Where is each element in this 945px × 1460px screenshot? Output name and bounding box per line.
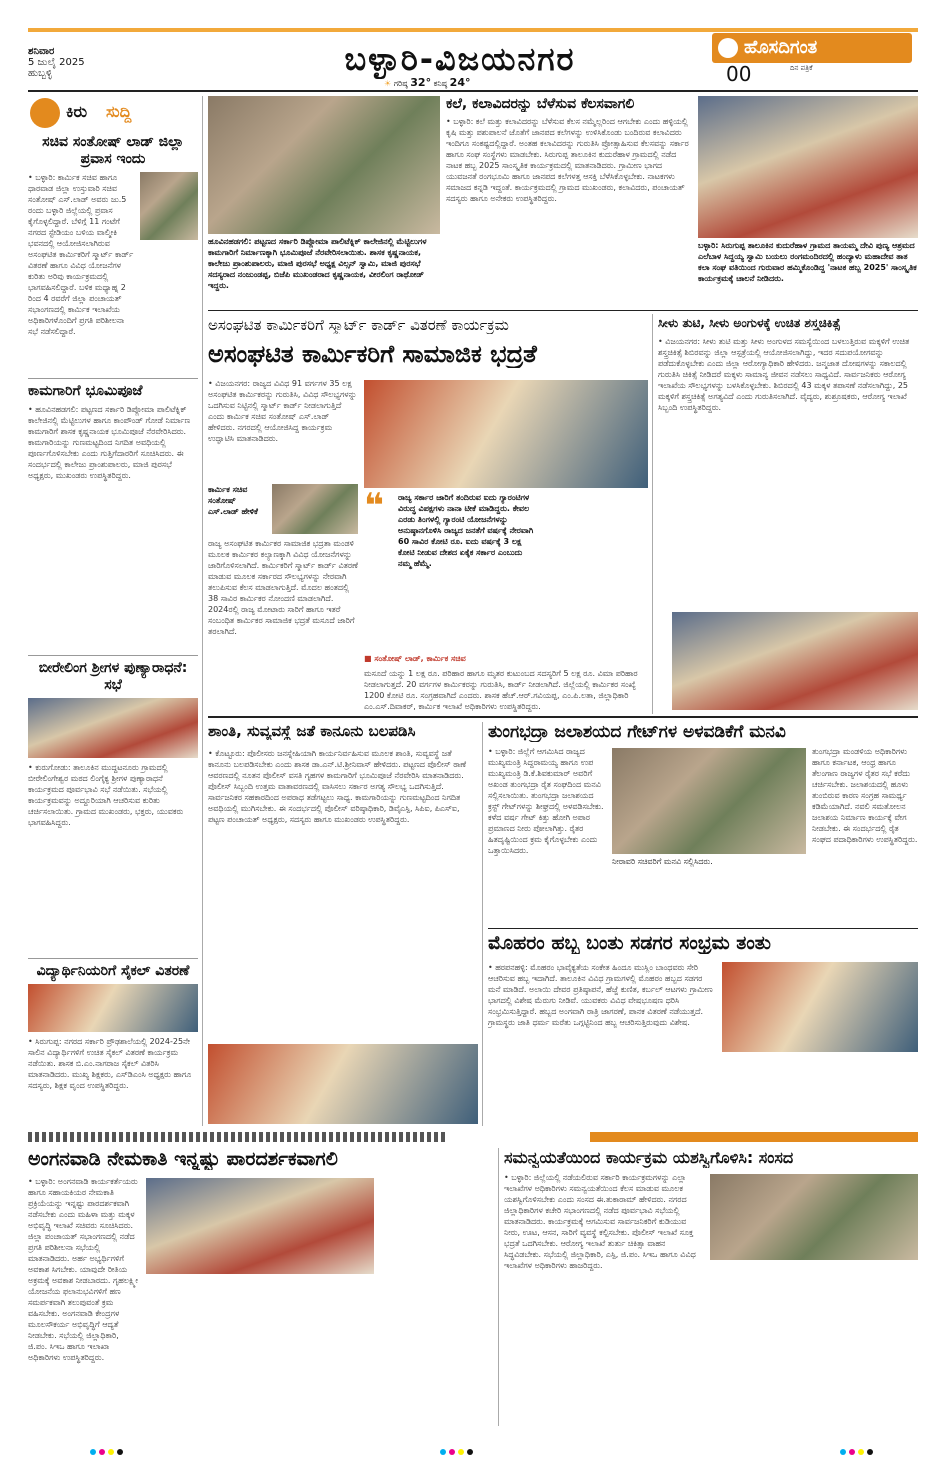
hand-icon — [30, 98, 60, 128]
lead-body-b: ರಾಜ್ಯ ಅಸಂಘಟಿತ ಕಾರ್ಮಿಕರ ಸಾಮಾಜಿಕ ಭದ್ರತಾ ಮಂಡಳಿ ಮೂಲಕ ಕಾರ್ಮಿಕರ ಕಲ್ಯಾಣಕ್ಕಾಗಿ ವಿವಿಧ ಯೋಜನೆಗಳನ್ನು ಜಾರಿಗೊಳಿಸಲಾಗಿದೆ. ಕಾರ್ಮಿಕರಿಗೆ ಸ್ಮಾರ್ಟ್ ಕಾರ್ಡ್ ವಿತರಣೆ ಮಾಡುವ ಮೂಲಕ ಸರ್ಕಾರದ ಸೌಲಭ್ಯಗಳನ್ನು ನೇರವಾಗಿ ತಲುಪಿಸುವ ಕೆಲಸ ಮಾಡಲಾಗುತ್ತಿದೆ. ಮೊದಲ ಹಂತದಲ್ಲಿ 38 ಸಾವಿರ ಕಾರ್ಮಿಕರ ನೋಂದಣಿ ಮಾಡಲಾಗಿದೆ. 2024ರಲ್ಲಿ ರಾಜ್ಯ ಮೋಟಾರು ಸಾರಿಗೆ ಹಾಗೂ ಇತರೆ ಸಂಬಂಧಿತ ಕಾರ್ಮಿಕರ ಸಾಮಾಜಿಕ ಭದ್ರತೆ ಮಸೂದೆ ಜಾರಿಗೆ ತರಲಾಗಿದೆ. — [208, 539, 358, 636]
eye-camp-photo — [672, 612, 918, 710]
quote-mark-icon: ❝ — [364, 486, 384, 526]
row-rule — [208, 716, 918, 718]
weather-block — [384, 76, 584, 89]
min-temp-label: ಕನಿಷ್ಠ — [433, 79, 448, 88]
lead-headline: ಅಸಂಘಟಿತ ಕಾರ್ಮಿಕರಿಗೆ ಸಾಮಾಜಿಕ ಭದ್ರತೆ — [208, 340, 537, 368]
row-rule — [208, 310, 918, 311]
brief-body: • ಹೂವಿನಹಡಗಲಿ: ಪಟ್ಟಣದ ಸರ್ಕಾರಿ ಡಿಪ್ಲೋಮಾ ಪಾಲಿಟೆಕ್ನಿಕ್ ಕಾಲೇಜಿನಲ್ಲಿ ಮೆಟ್ಟಿಲುಗಳ ಹಾಗೂ ಕಾಂಪೌಂಡ್ ಗೋಡೆ ನಿರ್ಮಾಣ ಕಾಮಗಾರಿಗೆ ಶಾಸಕ ಕೃಷ್ಣನಾಯಕ ಭೂಮಿಪೂಜೆ ನೆರವೇರಿಸಿದರು. ಕಾಮಗಾರಿಯನ್ನು ಗುಣಮಟ್ಟದಿಂದ ನಿಗದಿತ ಅವಧಿಯಲ್ಲಿ ಪೂರ್ಣಗೊಳಿಸಬೇಕು ಎಂದು ಗುತ್ತಿಗೆದಾರರಿಗೆ ಸೂಚಿಸಿದರು. ಈ ಸಂದರ್ಭದಲ್ಲಿ ಕಾಲೇಜು ಪ್ರಾಂಶುಪಾಲರು, ಮಾಜಿ ಪುರಸಭೆ ಅಧ್ಯಕ್ಷರು, ಮುಖಂಡರು ಉಪಸ್ಥಿತರಿದ್ದರು. — [28, 405, 191, 480]
anganwadi-story-middle — [146, 1280, 374, 1424]
registration-marks-right — [840, 1440, 876, 1459]
brand-tagline: ದಿನ ಪತ್ರಿಕೆ — [790, 64, 813, 72]
pullquote-block — [364, 486, 534, 652]
dam-story-headline: ತುಂಗಭದ್ರಾ ಜಲಾಶಯದ ಗೇಟ್‌ಗಳ ಅಳವಡಿಕೆಗೆ ಮನವಿ — [488, 722, 786, 742]
art-photo — [698, 96, 918, 238]
anganwadi-photo — [146, 1178, 374, 1274]
coordination-story-headline: ಸಮನ್ವಯತೆಯಿಂದ ಕಾರ್ಯಕ್ರಮ ಯಶಸ್ವಿಗೊಳಿಸಿ: ಸಂಸದ — [504, 1148, 794, 1167]
date-block — [28, 46, 138, 79]
brief-photo — [28, 698, 198, 758]
brief-headline: ವಿದ್ಯಾರ್ಥಿನಿಯರಿಗೆ ಸೈಕಲ್ ವಿತರಣೆ — [28, 958, 198, 980]
section-title: ಬಳ್ಳಾರಿ-ವಿಜಯನಗರ — [344, 40, 576, 78]
section-separator-strip — [28, 1132, 448, 1142]
brief-body: • ಕುರುಗೋಡು: ತಾಲೂಕಿನ ಮುದ್ದಟನೂರು ಗ್ರಾಮದಲ್ಲಿ ಬೀರೇಲಿಂಗೇಶ್ವರ ಮಠದ ಲಿಂಗೈಕ್ಯ ಶ್ರೀಗಳ ಪುಣ್ಯಾರಾಧನೆ ಕಾರ್ಯಕ್ರಮದ ಪೂರ್ವಭಾವಿ ಸಭೆ ನಡೆಯಿತು. ಸಭೆಯಲ್ಲಿ ಕಾರ್ಯಕ್ರಮವನ್ನು ಅದ್ದೂರಿಯಾಗಿ ಆಚರಿಸುವ ಕುರಿತು ಚರ್ಚಿಸಲಾಯಿತು. ಗ್ರಾಮದ ಮುಖಂಡರು, ಭಕ್ತರು, ಯುವಕರು ಭಾಗವಹಿಸಿದ್ದರು. — [28, 763, 184, 827]
lead-body-c: ಮಸೂದೆ ಯನ್ನು 1 ಲಕ್ಷ ರೂ. ಪರಿಹಾರ ಹಾಗೂ ಮೃತರ ಕುಟುಂಬದ ಸದಸ್ಯರಿಗೆ 5 ಲಕ್ಷ ರೂ. ವಿಮಾ ಪರಿಹಾರ ನೀಡಲಾಗುತ್ತದೆ. 20 ವರ್ಗಗಳ ಕಾರ್ಮಿಕರನ್ನು ಗುರುತಿಸಿ, ಕಾರ್ಡ್ ನೀಡಲಾಗಿದೆ. ಜಿಲ್ಲೆಯಲ್ಲಿ ಕಾರ್ಮಿಕರ ಸಂಖ್ಯೆ 1200 ಕೋಟಿ ರೂ. ಸಂಗ್ರಹವಾಗಿದೆ ಎಂದರು. ಶಾಸಕ ಹೆಚ್.ಆರ್.ಗವಿಯಪ್ಪ, ಎಂ.ಪಿ.ಲತಾ, ಜಿಲ್ಲಾಧಿಕಾರಿ ಎಂ.ಎಸ್.ದಿವಾಕರ್, ಕಾರ್ಮಿಕ ಇಲಾಖೆ ಅಧಿಕಾರಿಗಳು ಉಪಸ್ಥಿತರಿದ್ದರು. — [364, 669, 638, 711]
brand-logo — [712, 33, 912, 63]
anganwadi-story-headline: ಅಂಗನವಾಡಿ ನೇಮಕಾತಿ ಇನ್ನಷ್ಟು ಪಾರದರ್ಶಕವಾಗಲಿ — [28, 1148, 338, 1170]
law-story-body: • ಕೊಟ್ಟೂರು: ಪೊಲೀಸರು ಜನಸ್ನೇಹಿಯಾಗಿ ಕಾರ್ಯನಿರ್ವಹಿಸುವ ಮೂಲಕ ಶಾಂತಿ, ಸುವ್ಯವಸ್ಥೆ ಜತೆ ಕಾನೂನು ಬಲಪಡಿಸಬೇಕು ಎಂದು ಶಾಸಕ ಡಾ.ಎನ್.ಟಿ.ಶ್ರೀನಿವಾಸ್ ಹೇಳಿದರು. ಪಟ್ಟಣದ ಪೊಲೀಸ್ ಠಾಣೆ ಆವರಣದಲ್ಲಿ ನೂತನ ಪೊಲೀಸ್ ವಸತಿ ಗೃಹಗಳ ಕಾಮಗಾರಿಗೆ ಭೂಮಿಪೂಜೆ ನೆರವೇರಿಸಿ ಮಾತನಾಡಿದರು. ಪೊಲೀಸ್ ಸಿಬ್ಬಂದಿ ಉತ್ತಮ ವಾತಾವರಣದಲ್ಲಿ ವಾಸಿಸಲು ಸರ್ಕಾರ ಅಗತ್ಯ ಸೌಲಭ್ಯ ಒದಗಿಸುತ್ತಿದೆ. ಸಾರ್ವಜನಿಕರ ಸಹಕಾರದಿಂದ ಅಪರಾಧ ತಡೆಗಟ್ಟಲು ಸಾಧ್ಯ. ಕಾಮಗಾರಿಯನ್ನು ಗುಣಮಟ್ಟದಿಂದ ನಿಗದಿತ ಅವಧಿಯಲ್ಲಿ ಮುಗಿಸಬೇಕು. ಈ ಸಂದರ್ಭದಲ್ಲಿ ಪೊಲೀಸ್ ವರಿಷ್ಠಾಧಿಕಾರಿ, ಡಿವೈಎಸ್ಪಿ, ಸಿಪಿಐ, ಪಿಎಸ್ಐ, ಪಟ್ಟಣ ಪಂಚಾಯತ್ ಅಧ್ಯಕ್ಷರು, ಸದಸ್ಯರು ಹಾಗೂ ಮುಖಂಡರು ಉಪಸ್ಥಿತರಿದ್ದರು. — [208, 749, 467, 824]
moharam-story-headline: ಮೊಹರಂ ಹಬ್ಬ ಬಂತು ಸಡಗರ ಸಂಭ್ರಮ ತಂತು — [488, 932, 771, 954]
brief-body: • ಬಳ್ಳಾರಿ: ಕಾರ್ಮಿಕ ಸಚಿವ ಹಾಗೂ ಧಾರವಾಡ ಜಿಲ್ಲಾ ಉಸ್ತುವಾರಿ ಸಚಿವ ಸಂತೋಷ್ ಎಸ್.ಲಾಡ್ ಅವರು ಜು.5 ರಂದು ಬಳ್ಳಾರಿ ಜಿಲ್ಲೆಯಲ್ಲಿ ಪ್ರವಾಸ ಕೈಗೊಳ್ಳಲಿದ್ದಾರೆ. ಬೆಳಿಗ್ಗೆ 11 ಗಂಟೆಗೆ ನಗರದ ಸ್ಟೇಡಿಯಂ ಬಳಿಯ ವಾಲ್ಮೀಕಿ ಭವನದಲ್ಲಿ ಆಯೋಜಿಸಲಾಗಿರುವ ಅಸಂಘಟಿತ ಕಾರ್ಮಿಕರಿಗೆ ಸ್ಮಾರ್ಟ್ ಕಾರ್ಡ್ ವಿತರಣೆ ಹಾಗೂ ವಿವಿಧ ಯೋಜನೆಗಳ ಕುರಿತು ಅರಿವು ಕಾರ್ಯಕ್ರಮದಲ್ಲಿ ಭಾಗವಹಿಸಲಿದ್ದಾರೆ. ಬಳಿಕ ಮಧ್ಯಾಹ್ನ 2 ರಿಂದ 4 ರವರೆಗೆ ಜಿಲ್ಲಾ ಪಂಚಾಯತ್ ಸಭಾಂಗಣದಲ್ಲಿ ಕಾರ್ಮಿಕ ಇಲಾಖೆಯ ಅಧಿಕಾರಿಗಳೊಂದಿಗೆ ಪ್ರಗತಿ ಪರಿಶೀಲನಾ ಸಭೆ ನಡೆಸಲಿದ್ದಾರೆ. — [28, 173, 134, 336]
lead-quote-box — [208, 484, 268, 534]
masthead — [0, 0, 945, 92]
dam-story-body-b: ತುಂಗಭದ್ರಾ ಮಂಡಳಿಯ ಅಧಿಕಾರಿಗಳು ಹಾಗೂ ಕರ್ನಾಟಕ, ಆಂಧ್ರ ಹಾಗೂ ತೆಲಂಗಾಣ ರಾಜ್ಯಗಳ ರೈತರ ಸಭೆ ಕರೆದು ಚರ್ಚಿಸಬೇಕು. ಜಲಾಶಯದಲ್ಲಿ ಹೂಳು ತುಂಬಿರುವ ಕಾರಣ ಸಂಗ್ರಹ ಸಾಮರ್ಥ್ಯ ಕಡಿಮೆಯಾಗಿದೆ. ನವಲಿ ಸಮತೋಲನ ಜಲಾಶಯ ನಿರ್ಮಾಣ ಕಾರ್ಯಕ್ಕೆ ವೇಗ ನೀಡಬೇಕು. ಈ ಸಂದರ್ಭದಲ್ಲಿ ರೈತ ಸಂಘದ ಪದಾಧಿಕಾರಿಗಳು ಉಪಸ್ಥಿತರಿದ್ದರು. — [812, 747, 918, 844]
minister-label: ಕಾರ್ಮಿಕ ಸಚಿವ — [208, 485, 248, 494]
top-photo — [208, 96, 440, 234]
lead-photo — [364, 380, 648, 488]
kirusuddi-header — [28, 96, 198, 130]
kirusuddi-label-b: ಸುದ್ದಿ — [106, 102, 132, 121]
top-photo-caption: ಹೂವಿನಹಡಗಲಿ: ಪಟ್ಟಣದ ಸರ್ಕಾರಿ ಡಿಪ್ಲೋಮಾ ಪಾಲಿಟೆಕ್ನಿಕ್ ಕಾಲೇಜಿನಲ್ಲಿ ಮೆಟ್ಟಿಲುಗಳ ಕಾಮಗಾರಿಗೆ ನಿರ್ಮಾಣಕ್ಕಾಗಿ ಭೂಮಿಪೂಜೆ ನೆರವೇರಿಸಲಾಯಿತು. ಶಾಸಕ ಕೃಷ್ಣನಾಯಕ, ಕಾಲೇಜು ಪ್ರಾಂಶುಪಾಲರು, ಮಾಜಿ ಪುರಸಭೆ ಅಧ್ಯಕ್ಷ ವಿಲ್ಸನ್ ಸ್ವಾಮಿ, ಮಾಜಿ ಪುರಸಭೆ ಸದಸ್ಯರಾದ ನಂಜುಂಡಪ್ಪ, ಬಿಜೆಪಿ ಮುಖಂಡರಾದ ಕೃಷ್ಣನಾಯಕ, ವೀರಲಿಂಗ ರಾಥೋಡ್ ಇದ್ದರು. — [208, 236, 440, 304]
moharam-story-body: • ಹರಪನಹಳ್ಳಿ: ಮೊಹರಂ ಭಾವೈಕ್ಯತೆಯ ಸಂಕೇತ ಹಿಂದೂ ಮುಸ್ಲಿಂ ಬಾಂಧವರು ಸೇರಿ ಆಚರಿಸುವ ಹಬ್ಬ ಇದಾಗಿದೆ. ತಾಲೂಕಿನ ವಿವಿಧ ಗ್ರಾಮಗಳಲ್ಲಿ ಮೊಹರಂ ಹಬ್ಬದ ಸಡಗರ ಮನೆ ಮಾಡಿದೆ. ಅಲಾಯಿ ದೇವರ ಪ್ರತಿಷ್ಠಾಪನೆ, ಹೆಜ್ಜೆ ಕುಣಿತ, ಕರ್ಬಲ್ ಆಟಗಳು ಗ್ರಾಮೀಣ ಭಾಗದಲ್ಲಿ ವಿಶೇಷ ಮೆರುಗು ನೀಡಿವೆ. ಯುವಕರು ವಿವಿಧ ವೇಷಭೂಷಣ ಧರಿಸಿ ಸಂಭ್ರಮಿಸುತ್ತಿದ್ದಾರೆ. ಹಬ್ಬದ ಅಂಗವಾಗಿ ರಾತ್ರಿ ಜಾಗರಣೆ, ಪಾನಕ ವಿತರಣೆ ನಡೆಯುತ್ತದೆ. ಗ್ರಾಮಸ್ಥರು ಜಾತಿ ಧರ್ಮ ಮರೆತು ಒಗ್ಗಟ್ಟಿನಿಂದ ಹಬ್ಬ ಆಚರಿಸುತ್ತಿರುವುದು ವಿಶೇಷ. — [488, 963, 713, 1027]
pullquote-source: ■ ಸಂತೋಷ್ ಲಾಡ್, ಕಾರ್ಮಿಕ ಸಚಿವ — [364, 654, 466, 663]
minister-portrait — [272, 484, 358, 534]
brief-headline: ಬೀರೇಲಿಂಗ ಶ್ರೀಗಳ ಪುಣ್ಯಾರಾಧನೆ: ಸಭೆ — [28, 655, 198, 694]
brand-name: ಹೊಸದಿಗಂತ — [744, 37, 818, 58]
date-label: 5 ಜುಲೈ 2025 — [28, 57, 85, 68]
lotus-icon — [718, 38, 738, 58]
moharam-photo — [722, 962, 918, 1052]
masthead-rule — [28, 90, 918, 92]
registration-marks-center — [440, 1440, 476, 1459]
law-story-headline: ಶಾಂತಿ, ಸುವ್ಯವಸ್ಥೆ ಜತೆ ಕಾನೂನು ಬಲಪಡಿಸಿ — [208, 722, 416, 740]
day-label: ಶನಿವಾರ — [28, 46, 55, 57]
anganwadi-story-right — [380, 1176, 492, 1424]
dam-photo — [612, 748, 806, 854]
art-story-headline: ಕಲೆ, ಕಲಾವಿದರನ್ನು ಬೆಳೆಸುವ ಕೆಲಸವಾಗಲಿ — [446, 96, 635, 112]
anganwadi-story-body: • ಬಳ್ಳಾರಿ: ಅಂಗನವಾಡಿ ಕಾರ್ಯಕರ್ತೆಯರು ಹಾಗೂ ಸಹಾಯಕಿಯರ ನೇಮಕಾತಿ ಪ್ರಕ್ರಿಯೆಯನ್ನು ಇನ್ನಷ್ಟು ಪಾರದರ್ಶಕವಾಗಿ ನಡೆಸಬೇಕು ಎಂದು ಮಹಿಳಾ ಮತ್ತು ಮಕ್ಕಳ ಅಭಿವೃದ್ಧಿ ಇಲಾಖೆ ಸಚಿವರು ಸೂಚಿಸಿದರು. ಜಿಲ್ಲಾ ಪಂಚಾಯತ್ ಸಭಾಂಗಣದಲ್ಲಿ ನಡೆದ ಪ್ರಗತಿ ಪರಿಶೀಲನಾ ಸಭೆಯಲ್ಲಿ ಮಾತನಾಡಿದರು. ಅರ್ಹ ಅಭ್ಯರ್ಥಿಗಳಿಗೆ ಅವಕಾಶ ಸಿಗಬೇಕು. ಯಾವುದೇ ರೀತಿಯ ಅಕ್ರಮಕ್ಕೆ ಅವಕಾಶ ನೀಡಬಾರದು. ಗೃಹಲಕ್ಷ್ಮೀ ಯೋಜನೆಯ ಫಲಾನುಭವಿಗಳಿಗೆ ಹಣ ಸಮರ್ಪಕವಾಗಿ ತಲುಪುವಂತೆ ಕ್ರಮ ವಹಿಸಬೇಕು. ಅಂಗನವಾಡಿ ಕೇಂದ್ರಗಳ ಮೂಲಸೌಕರ್ಯ ಅಭಿವೃದ್ಧಿಗೆ ಆದ್ಯತೆ ನೀಡಬೇಕು. ಸಭೆಯಲ್ಲಿ ಜಿಲ್ಲಾಧಿಕಾರಿ, ಜಿ.ಪಂ. ಸಿಇಒ ಹಾಗೂ ಇಲಾಖಾ ಅಧಿಕಾರಿಗಳು ಉಪಸ್ಥಿತರಿದ್ದರು. — [28, 1177, 139, 1362]
coordination-story-body: • ಬಳ್ಳಾರಿ: ಜಿಲ್ಲೆಯಲ್ಲಿ ನಡೆಯಲಿರುವ ಸರ್ಕಾರಿ ಕಾರ್ಯಕ್ರಮಗಳನ್ನು ಎಲ್ಲಾ ಇಲಾಖೆಗಳ ಅಧಿಕಾರಿಗಳು ಸಮನ್ವಯತೆಯಿಂದ ಕೆಲಸ ಮಾಡುವ ಮೂಲಕ ಯಶಸ್ವಿಗೊಳಿಸಬೇಕು ಎಂದು ಸಂಸದ ಈ.ತುಕಾರಾಮ್ ಹೇಳಿದರು. ನಗರದ ಜಿಲ್ಲಾಧಿಕಾರಿಗಳ ಕಚೇರಿ ಸಭಾಂಗಣದಲ್ಲಿ ನಡೆದ ಪೂರ್ವಭಾವಿ ಸಭೆಯಲ್ಲಿ ಮಾತನಾಡಿದರು. ಕಾರ್ಯಕ್ರಮಕ್ಕೆ ಆಗಮಿಸುವ ಸಾರ್ವಜನಿಕರಿಗೆ ಕುಡಿಯುವ ನೀರು, ಊಟ, ಆಸನ, ಸಾರಿಗೆ ವ್ಯವಸ್ಥೆ ಕಲ್ಪಿಸಬೇಕು. ಪೊಲೀಸ್ ಇಲಾಖೆ ಸೂಕ್ತ ಭದ್ರತೆ ಒದಗಿಸಬೇಕು. ಆರೋಗ್ಯ ಇಲಾಖೆ ತುರ್ತು ಚಿಕಿತ್ಸಾ ವಾಹನ ಸಿದ್ಧವಿಡಬೇಕು. ಸಭೆಯಲ್ಲಿ ಜಿಲ್ಲಾಧಿಕಾರಿ, ಎಸ್ಪಿ, ಜಿ.ಪಂ. ಸಿಇಒ ಹಾಗೂ ವಿವಿಧ ಇಲಾಖೆಗಳ ಅಧಿಕಾರಿಗಳು ಹಾಜರಿದ್ದರು. — [504, 1173, 696, 1270]
section-separator-strip-accent — [590, 1132, 918, 1142]
kirusuddi-column — [28, 96, 198, 1126]
brief-headline: ಕಾಮಗಾರಿಗೆ ಭೂಮಿಪೂಜೆ — [28, 378, 198, 400]
max-temp: 32° — [410, 76, 432, 89]
kirusuddi-label-a: ಕಿರು — [66, 102, 88, 121]
brief-headline: ಸಚಿವ ಸಂತೋಷ್ ಲಾಡ್ ಜಿಲ್ಲಾ ಪ್ರವಾಸ ಇಂದು — [42, 134, 184, 167]
min-temp: 24° — [449, 76, 471, 89]
coordination-photo — [710, 1174, 918, 1260]
eye-story-headline: ಸೀಳು ತುಟಿ, ಸೀಳು ಅಂಗುಳಕ್ಕೆ ಉಚಿತ ಶಸ್ತ್ರಚಿಕಿತ್ಸೆ — [658, 316, 841, 330]
minister-name: ಸಂತೋಷ್ ಎಸ್.ಲಾಡ್ ಹೇಳಿಕೆ — [208, 496, 258, 516]
dam-photo-caption: ನೀರಾವರಿ ಸಚಿವರಿಗೆ ಮನವಿ ಸಲ್ಲಿಸಿದರು. — [612, 856, 806, 870]
max-temp-label: ಗರಿಷ್ಠ — [393, 79, 408, 88]
pullquote-text: ರಾಜ್ಯ ಸರ್ಕಾರ ಜಾರಿಗೆ ತಂದಿರುವ ಐದು ಗ್ಯಾರಂಟಿಗಳ ವಿರುದ್ಧ ವಿಪಕ್ಷಗಳು ನಾನಾ ಟೀಕೆ ಮಾಡಿದ್ದರು. ಕೇವಲ ಎರಡು ತಿಂಗಳಲ್ಲಿ ಗ್ಯಾರಂಟಿ ಯೋಜನೆಗಳನ್ನು ಅನುಷ್ಠಾನಗೊಳಿಸಿ ರಾಜ್ಯದ ಜನತೆಗೆ ವರ್ಷಕ್ಕೆ ನೇರವಾಗಿ 60 ಸಾವಿರ ಕೋಟಿ ರೂ. ಐದು ವರ್ಷಕ್ಕೆ 3 ಲಕ್ಷ ಕೋಟಿ ನೀಡುವ ದೇಶದ ಏಕೈಕ ಸರ್ಕಾರ ಎಂಬುದು ನಮ್ಮ ಹೆಮ್ಮೆ. — [398, 493, 534, 568]
lead-kicker: ಅಸಂಘಟಿತ ಕಾರ್ಮಿಕರಿಗೆ ಸ್ಮಾರ್ಟ್ ಕಾರ್ಡ್ ವಿತರಣೆ ಕಾರ್ಯಕ್ರಮ — [208, 316, 509, 334]
coordination-story-right — [710, 1266, 918, 1424]
row-rule — [488, 928, 918, 929]
brief-photo — [28, 984, 198, 1032]
column-divider — [202, 96, 203, 1126]
column-divider — [652, 314, 653, 714]
masthead-top-band — [28, 28, 918, 32]
art-story-body: • ಬಳ್ಳಾರಿ: ಕಲೆ ಮತ್ತು ಕಲಾವಿದರನ್ನು ಬೆಳೆಸುವ ಕೆಲಸ ನಮ್ಮೆಲ್ಲರಿಂದ ಆಗಬೇಕು ಎಂದು ಹಳ್ಳಿಯಲ್ಲಿ ಕೃಷಿ ಮತ್ತು ಪಶುಪಾಲನೆ ಜೊತೆಗೆ ಜಾನಪದ ಕಲೆಗಳನ್ನು ಉಳಿಸಿಕೊಂಡು ಬಂದಿರುವ ಕಲಾವಿದರು ಇಂದಿಗೂ ಸಂಕಷ್ಟದಲ್ಲಿದ್ದಾರೆ. ಅಂತಹ ಕಲಾವಿದರನ್ನು ಗುರುತಿಸಿ ಪ್ರೋತ್ಸಾಹಿಸುವ ಕೆಲಸವನ್ನು ಸರ್ಕಾರ ಹಾಗೂ ಸಂಘ ಸಂಸ್ಥೆಗಳು ಮಾಡಬೇಕು. ಸಿರುಗುಪ್ಪ ತಾಲೂಕಿನ ಕುದುರೆಹಾಳ ಗ್ರಾಮದಲ್ಲಿ ನಡೆದ ನಾಟಕ ಹಬ್ಬ 2025 ಸಾಂಸ್ಕೃತಿಕ ಕಾರ್ಯಕ್ರಮದಲ್ಲಿ ಮಾತನಾಡಿದರು. ಗ್ರಾಮೀಣ ಭಾಗದ ಯುವಜನತೆ ರಂಗಭೂಮಿ ಹಾಗೂ ಜಾನಪದ ಕಲೆಗಳತ್ತ ಆಸಕ್ತಿ ಬೆಳೆಸಿಕೊಳ್ಳಬೇಕು. ನಾಟಕಗಳು ಸಮಾಜದ ಕನ್ನಡಿ ಇದ್ದಂತೆ. ಕಾರ್ಯಕ್ರಮದಲ್ಲಿ ಗ್ರಾಮದ ಮುಖಂಡರು, ಕಲಾವಿದರು, ಪಂಚಾಯತ್ ಸದಸ್ಯರು ಹಾಗೂ ಅನೇಕರು ಉಪಸ್ಥಿತರಿದ್ದರು. — [446, 117, 689, 203]
art-photo-caption: ಬಳ್ಳಾರಿ: ಸಿರುಗುಪ್ಪ ತಾಲೂಕಿನ ಕುದುರೆಹಾಳ ಗ್ರಾಮದ ತಾಯಮ್ಮ ದೇವಿ ಪುಣ್ಯ ಆಶ್ರಮದ ಎಲೆಬಾಳ ಸಿದ್ದಯ್ಯ ಸ್ವಾಮಿ ಬಯಲು ರಂಗಮಂದಿರದಲ್ಲಿ ಹಂದ್ಯಾಳು ಮಹಾದೇವ ತಾತ ಕಲಾ ಸಂಘ ವತಿಯಿಂದ ಗುರುವಾರ ಹಮ್ಮಿಕೊಂಡಿದ್ದ 'ನಾಟಕ ಹಬ್ಬ 2025' ಸಾಂಸ್ಕೃತಿಕ ಕಾರ್ಯಕ್ರಮಕ್ಕೆ ಚಾಲನೆ ನೀಡಿದರು. — [698, 240, 918, 306]
city-label: ಹುಬ್ಬಳ್ಳಿ — [28, 68, 53, 79]
law-story-photo — [208, 1044, 478, 1124]
brief-body: • ಸಿರುಗುಪ್ಪ: ನಗರದ ಸರ್ಕಾರಿ ಪ್ರೌಢಶಾಲೆಯಲ್ಲಿ 2024-25ನೇ ಸಾಲಿನ ವಿದ್ಯಾರ್ಥಿಗಳಿಗೆ ಉಚಿತ ಸೈಕಲ್ ವಿತರಣೆ ಕಾರ್ಯಕ್ರಮ ನಡೆಯಿತು. ಶಾಸಕ ಬಿ.ಎಂ.ನಾಗರಾಜ ಸೈಕಲ್ ವಿತರಿಸಿ ಮಾತನಾಡಿದರು. ಮುಖ್ಯ ಶಿಕ್ಷಕರು, ಎಸ್‌ಡಿಎಂಸಿ ಅಧ್ಯಕ್ಷರು ಹಾಗೂ ಸದಸ್ಯರು, ಶಿಕ್ಷಕ ವೃಂದ ಉಪಸ್ಥಿತರಿದ್ದರು. — [28, 1037, 192, 1090]
moharam-story-side — [722, 1056, 918, 1122]
registration-marks-left — [90, 1440, 126, 1459]
lead-body-c-side — [540, 492, 648, 664]
brief-photo — [140, 172, 198, 240]
sun-cloud-icon: ☀ — [384, 79, 392, 88]
lead-body-a: • ವಿಜಯನಗರ: ರಾಜ್ಯದ ವಿವಿಧ 91 ವರ್ಗಗಳ 35 ಲಕ್ಷ ಅಸಂಘಟಿತ ಕಾರ್ಮಿಕರನ್ನು ಗುರುತಿಸಿ, ವಿವಿಧ ಸೌಲಭ್ಯಗಳನ್ನು ಒದಗಿಸುವ ನಿಟ್ಟಿನಲ್ಲಿ ಸ್ಮಾರ್ಟ್ ಕಾರ್ಡ್ ನೀಡಲಾಗುತ್ತಿದೆ ಎಂದು ಕಾರ್ಮಿಕ ಸಚಿವ ಸಂತೋಷ್ ಎಸ್.ಲಾಡ್ ಹೇಳಿದರು. ನಗರದಲ್ಲಿ ಆಯೋಜಿಸಿದ್ದ ಕಾರ್ಯಕ್ರಮ ಉದ್ಘಾಟಿಸಿ ಮಾತನಾಡಿದರು. — [208, 379, 357, 443]
column-divider — [482, 722, 483, 1126]
page-number: 00 — [726, 62, 752, 86]
column-divider — [498, 1148, 499, 1426]
dam-story-body-a: • ಬಳ್ಳಾರಿ: ಜಿಲ್ಲೆಗೆ ಆಗಮಿಸಿದ ರಾಜ್ಯದ ಮುಖ್ಯಮಂತ್ರಿ ಸಿದ್ದರಾಮಯ್ಯ ಹಾಗೂ ಉಪ ಮುಖ್ಯಮಂತ್ರಿ ಡಿ.ಕೆ.ಶಿವಕುಮಾರ್ ಅವರಿಗೆ ಅಖಂಡ ತುಂಗಭದ್ರಾ ರೈತ ಸಂಘದಿಂದ ಮನವಿ ಸಲ್ಲಿಸಲಾಯಿತು. ತುಂಗಭದ್ರಾ ಜಲಾಶಯದ ಕ್ರಸ್ಟ್ ಗೇಟ್‌ಗಳನ್ನು ಶೀಘ್ರದಲ್ಲಿ ಅಳವಡಿಸಬೇಕು. ಕಳೆದ ವರ್ಷ ಗೇಟ್ ಕಿತ್ತು ಹೋಗಿ ಅಪಾರ ಪ್ರಮಾಣದ ನೀರು ಪೋಲಾಗಿತ್ತು. ರೈತರ ಹಿತದೃಷ್ಟಿಯಿಂದ ಕ್ರಮ ಕೈಗೊಳ್ಳಬೇಕು ಎಂದು ಒತ್ತಾಯಿಸಿದರು. — [488, 747, 604, 855]
eye-story-body: • ವಿಜಯನಗರ: ಸೀಳು ತುಟಿ ಮತ್ತು ಸೀಳು ಅಂಗುಳದ ಸಮಸ್ಯೆಯಿಂದ ಬಳಲುತ್ತಿರುವ ಮಕ್ಕಳಿಗೆ ಉಚಿತ ಶಸ್ತ್ರಚಿಕಿತ್ಸೆ ಶಿಬಿರವನ್ನು ಜಿಲ್ಲಾ ಆಸ್ಪತ್ರೆಯಲ್ಲಿ ಆಯೋಜಿಸಲಾಗಿದ್ದು, ಇದರ ಸದುಪಯೋಗವನ್ನು ಪಡೆದುಕೊಳ್ಳಬೇಕು ಎಂದು ಜಿಲ್ಲಾ ಆರೋಗ್ಯಾಧಿಕಾರಿ ಹೇಳಿದರು. ಜನ್ಮಜಾತ ದೋಷಗಳನ್ನು ಸಕಾಲದಲ್ಲಿ ಗುರುತಿಸಿ ಚಿಕಿತ್ಸೆ ನೀಡಿದರೆ ಮಕ್ಕಳು ಸಾಮಾನ್ಯ ಜೀವನ ನಡೆಸಲು ಸಾಧ್ಯವಿದೆ. ಸಾರ್ವಜನಿಕರು ಆರೋಗ್ಯ ಇಲಾಖೆಯ ಸೌಲಭ್ಯಗಳನ್ನು ಬಳಸಿಕೊಳ್ಳಬೇಕು. ಶಿಬಿರದಲ್ಲಿ 43 ಮಕ್ಕಳ ತಪಾಸಣೆ ನಡೆಸಲಾಗಿದ್ದು, 25 ಮಕ್ಕಳಿಗೆ ಶಸ್ತ್ರಚಿಕಿತ್ಸೆ ಅಗತ್ಯವಿದೆ ಎಂದು ಗುರುತಿಸಲಾಗಿದೆ. ವೈದ್ಯರು, ಶುಶ್ರೂಷಕರು, ಆರೋಗ್ಯ ಇಲಾಖೆ ಸಿಬ್ಬಂದಿ ಉಪಸ್ಥಿತರಿದ್ದರು. — [658, 337, 910, 412]
